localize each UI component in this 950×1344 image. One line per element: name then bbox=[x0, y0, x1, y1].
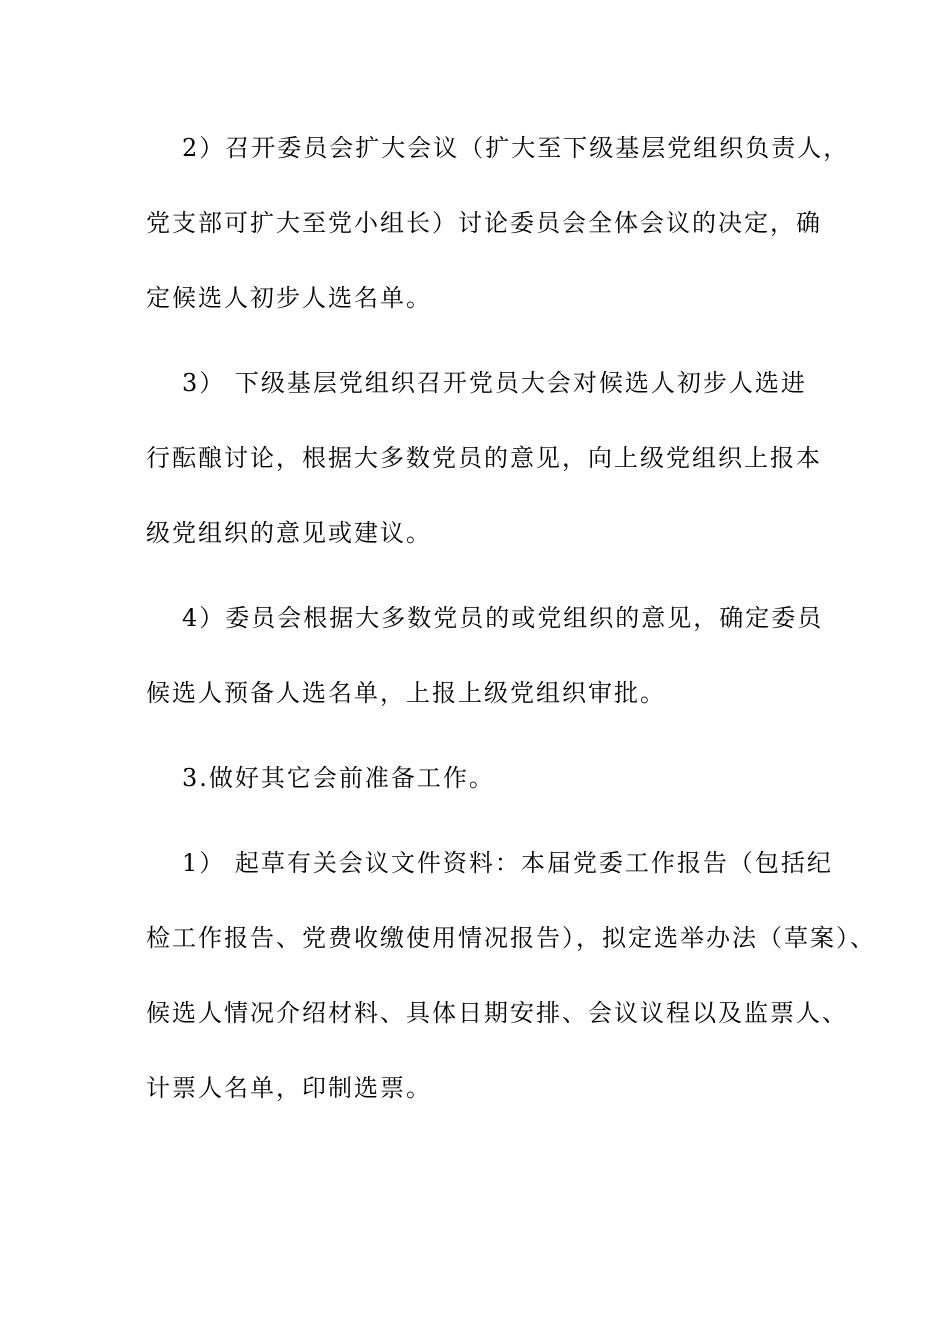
paragraph-1-line-1: 1） 起草有关会议文件资料：本届党委工作报告（包括纪 bbox=[182, 849, 833, 877]
paragraph-4-line-1: 4）委员会根据大多数党员的或党组织的意见，确定委员 bbox=[182, 604, 824, 632]
paragraph-4-line-2: 候选人预备人选名单，上报上级党组织审批。 bbox=[146, 679, 666, 707]
paragraph-3-line-2: 行酝酿讨论，根据大多数党员的意见，向上级党组织上报本 bbox=[146, 444, 822, 472]
paragraph-3-line-3: 级党组织的意见或建议。 bbox=[146, 519, 432, 547]
paragraph-2-line-2: 党支部可扩大至党小组长）讨论委员会全体会议的决定，确 bbox=[146, 209, 822, 237]
paragraph-1-line-2: 检工作报告、党费收缴使用情况报告），拟定选举办法（草案）、 bbox=[146, 924, 876, 952]
paragraph-3-line-1: 3） 下级基层党组织召开党员大会对候选人初步人选进 bbox=[182, 369, 807, 397]
section-heading-3: 3.做好其它会前准备工作。 bbox=[182, 764, 495, 792]
paragraph-2-line-3: 定候选人初步人选名单。 bbox=[146, 284, 432, 312]
paragraph-2-line-1: 2）召开委员会扩大会议（扩大至下级基层党组织负责人， bbox=[182, 134, 850, 162]
paragraph-1-line-3: 候选人情况介绍材料、具体日期安排、会议议程以及监票人、 bbox=[146, 999, 848, 1027]
paragraph-1-line-4: 计票人名单，印制选票。 bbox=[146, 1074, 432, 1102]
